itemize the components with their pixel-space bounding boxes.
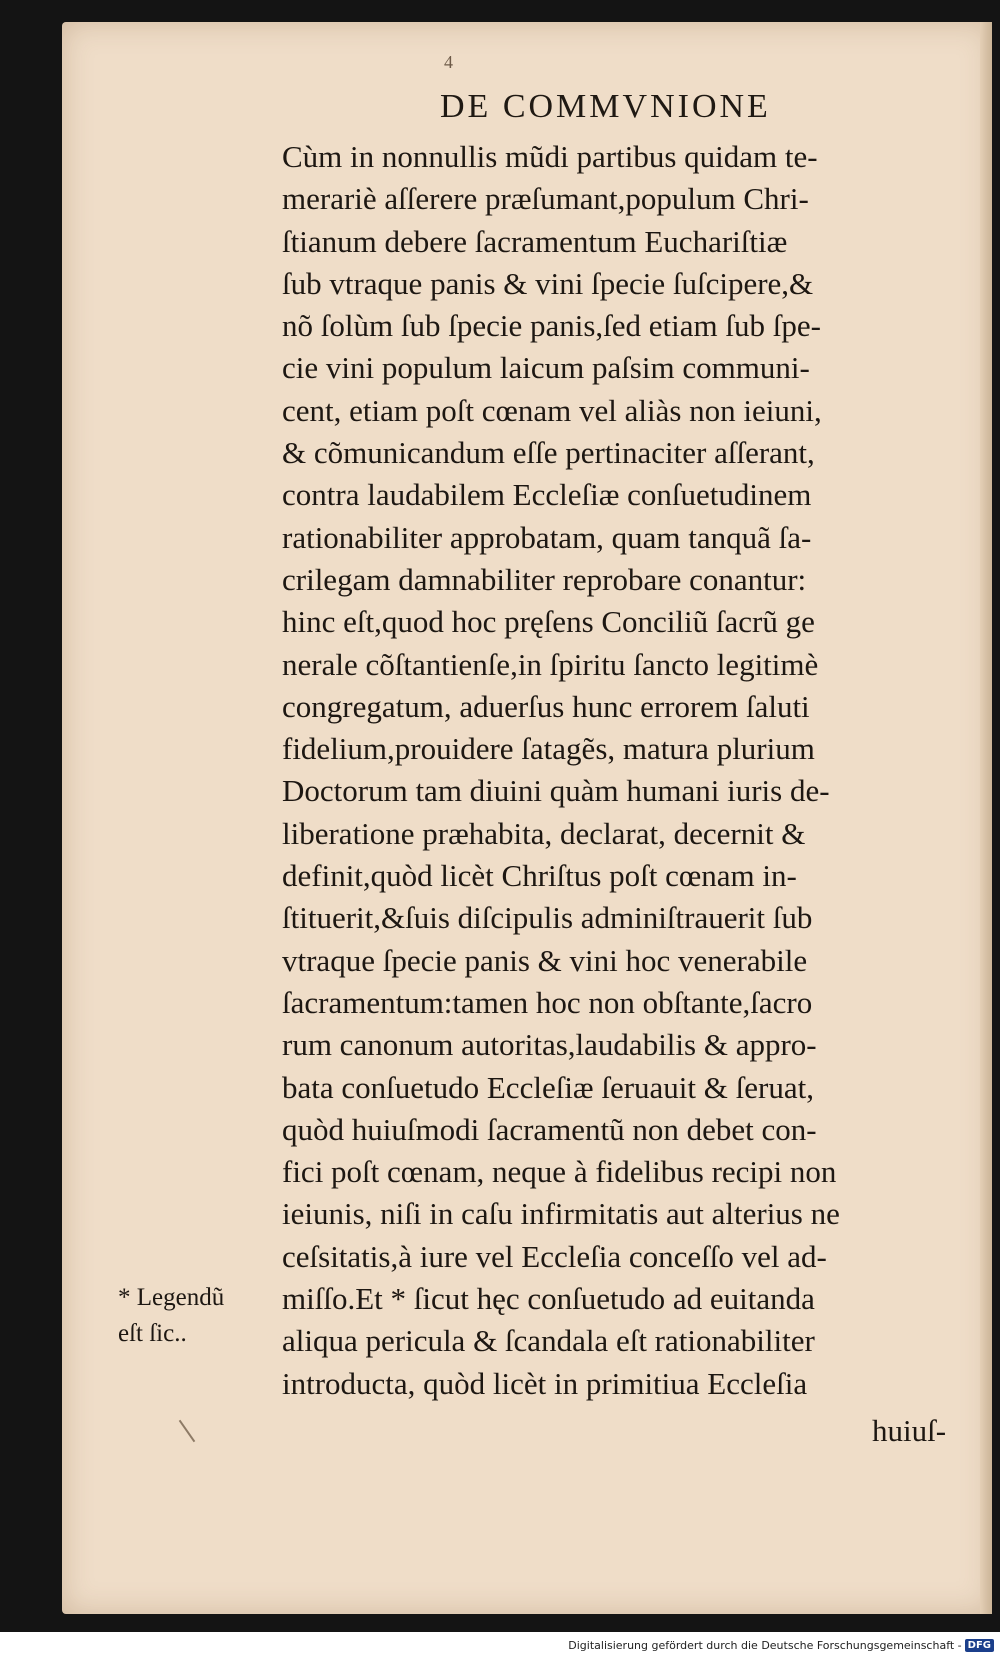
text-line: nõ ſolùm ſub ſpecie panis,ſed etiam ſub ſpe- <box>282 308 821 344</box>
running-head: DE COMMVNIONE <box>440 88 771 125</box>
text-line: miſſo.Et * ſicut hęc conſuetudo ad euitanda <box>282 1281 815 1317</box>
text-line: fidelium,prouidere ſatagẽs, matura plurium <box>282 731 815 767</box>
margin-note-line: eſt ſic.. <box>118 1320 187 1347</box>
text-line: liberatione præhabita, declarat, decernit & <box>282 815 806 851</box>
text-line: rum canonum autoritas,laudabilis & appro- <box>282 1027 817 1063</box>
margin-note-line: * Legendũ <box>118 1284 225 1311</box>
text-line: Cùm in nonnullis mũdi partibus quidam te- <box>282 139 818 174</box>
text-line: nerale cõſtantienſe,in ſpiritu ſancto legitimè <box>282 646 819 682</box>
text-line: ſtianum debere ſacramentum Euchariſtiæ <box>282 223 788 259</box>
text-line: introducta, quòd licèt in primitiua Eccleſia <box>282 1365 808 1401</box>
text-line: contra laudabilem Eccleſiæ conſuetudinem <box>282 477 812 513</box>
funding-banner <box>568 1639 994 1652</box>
text-line: & cõmunicandum eſſe pertinaciter aſſerant, <box>282 435 815 471</box>
text-line: aliqua pericula & ſcandala eſt rationabiliter <box>282 1323 815 1359</box>
text-line: ſub vtraque panis & vini ſpecie ſuſcipere,& <box>282 265 814 301</box>
text-line: Doctorum tam diuini quàm humani iuris de- <box>282 773 830 809</box>
folio-mark: 4 <box>444 52 453 72</box>
text-line: definit,quòd licèt Chriſtus poſt cœnam in- <box>282 858 797 894</box>
funding-text: Digitalisierung gefördert durch die Deutsche Forschungsgemeinschaft - <box>568 1639 962 1652</box>
text-line: vtraque ſpecie panis & vini hoc venerabile <box>282 942 808 978</box>
dfg-logo: DFG <box>965 1639 994 1652</box>
text-line: quòd huiuſmodi ſacramentũ non debet con- <box>282 1111 817 1147</box>
text-line: ſtituerit,&ſuis diſcipulis adminiſtrauerit ſub <box>282 900 813 936</box>
text-line: cie vini populum laicum paſsim communi- <box>282 350 810 386</box>
text-line: hinc eſt,quod hoc pręſens Conciliũ ſacrũ ge <box>282 604 815 640</box>
text-line: merariè aſſerere præſumant,populum Chri- <box>282 181 809 217</box>
text-line: rationabiliter approbatam, quam tanquã ſa- <box>282 519 812 555</box>
text-line: congregatum, aduerſus hunc errorem ſaluti <box>282 688 810 724</box>
body-text <box>282 136 982 1405</box>
text-line: ſacramentum:tamen hoc non obſtante,ſacro <box>282 984 813 1020</box>
text-line: fici poſt cœnam, neque à fidelibus recipi non <box>282 1154 837 1190</box>
text-line: ieiunis, niſi in caſu infirmitatis aut alterius ne <box>282 1196 840 1232</box>
text-line: cent, etiam poſt cœnam vel aliàs non ieiuni, <box>282 392 822 428</box>
text-line: ceſsitatis,à iure vel Eccleſia conceſſo vel ad- <box>282 1238 827 1274</box>
text-line: bata conſuetudo Eccleſiæ ſeruauit & ſeruat, <box>282 1069 814 1105</box>
text-line: crilegam damnabiliter reprobare conantur: <box>282 561 807 597</box>
margin-note <box>118 1280 224 1352</box>
catchword: huiuſ- <box>872 1413 947 1448</box>
